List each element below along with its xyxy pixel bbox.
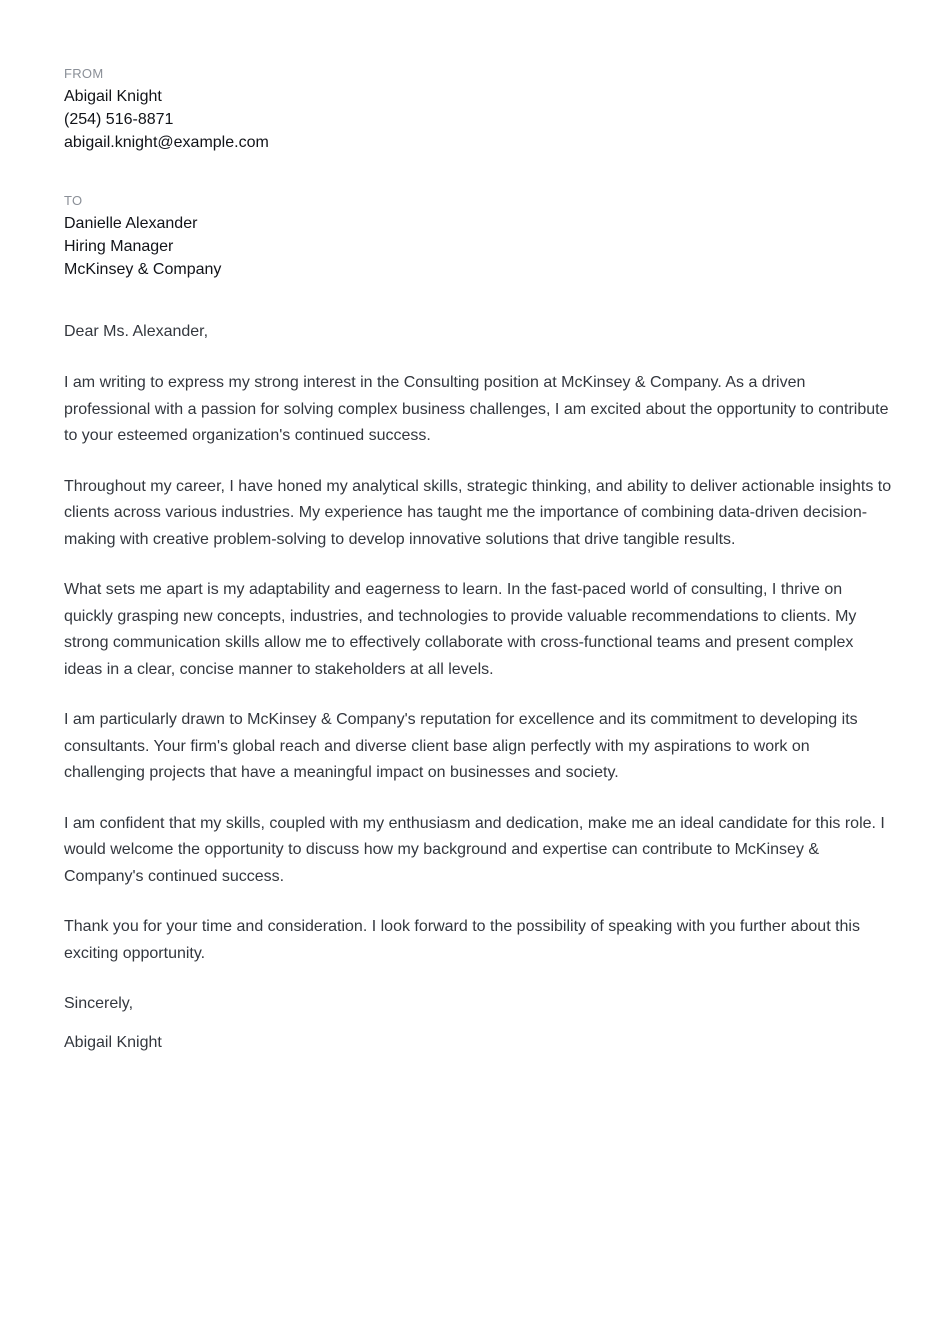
paragraph: What sets me apart is my adaptability and eagerness to learn. In the fast-paced world of consulting, I thrive on quickly grasping new concepts, industries, and technologies to provide valuable recommendations to clients. My strong communication skills allow me to effectively collaborate with cross-functional teams and present complex ideas in a clear, concise manner to stakeholders at all levels.	[64, 581, 857, 678]
salutation: Dear Ms. Alexander,	[64, 323, 209, 340]
paragraph: I am confident that my skills, coupled with my enthusiasm and dedication, make me an ideal candidate for this role. I would welcome the opportunity to discuss how my background and expertise can contribute to McKinsey & Company's continued success.	[64, 814, 885, 885]
from-label: FROM	[64, 66, 104, 81]
recipient-block	[64, 193, 221, 281]
paragraph: I am particularly drawn to McKinsey & Company's reputation for excellence and its commitment to developing its consultants. Your firm's global reach and diverse client base align perfectly with my aspirations to work on challenging projects that have a meaningful impact on businesses and society.	[64, 711, 858, 781]
closing: Sincerely,	[64, 995, 134, 1012]
paragraph: Thank you for your time and consideration. I look forward to the possibility of speaking with you further about this exciting opportunity.	[64, 918, 860, 962]
recipient-name: Danielle Alexander	[64, 215, 198, 232]
letter-body	[64, 319, 894, 1056]
sender-email: abigail.knight@example.com	[64, 134, 269, 151]
paragraph: I am writing to express my strong interest in the Consulting position at McKinsey & Company. As a driven professional with a passion for solving complex business challenges, I am excited about the opportunity to contribute to your esteemed organization's continued success.	[64, 374, 889, 444]
sender-phone: (254) 516-8871	[64, 111, 174, 128]
recipient-title: Hiring Manager	[64, 238, 174, 255]
sender-block	[64, 66, 269, 154]
sender-name: Abigail Knight	[64, 88, 162, 105]
recipient-company: McKinsey & Company	[64, 261, 222, 278]
signature: Abigail Knight	[64, 1034, 162, 1051]
paragraph: Throughout my career, I have honed my analytical skills, strategic thinking, and ability to deliver actionable insights to clients across various industries. My experience has taught me the importance of combining data-driven decision-making with creative problem-solving to develop innovative solutions that drive tangible results.	[64, 477, 892, 548]
to-label: TO	[64, 193, 83, 208]
